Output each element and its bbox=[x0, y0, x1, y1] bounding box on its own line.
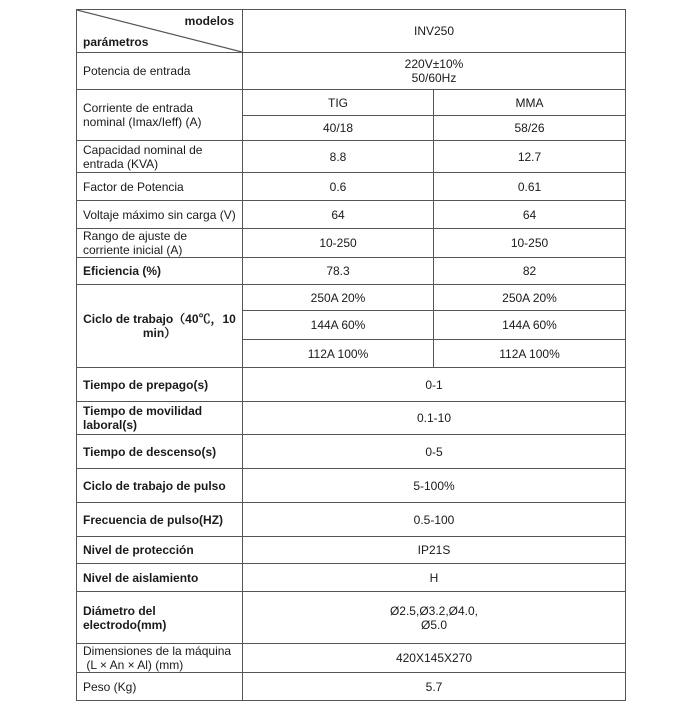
row-value: 0.1-10 bbox=[243, 402, 626, 435]
table-row bbox=[77, 285, 626, 311]
mode-tig-header: TIG bbox=[243, 90, 434, 116]
spec-table bbox=[76, 9, 626, 701]
table-row bbox=[77, 673, 626, 701]
row-label: Ciclo de trabajo（40℃，10 min） bbox=[77, 285, 243, 368]
tig-value: 64 bbox=[243, 201, 434, 229]
table-row bbox=[77, 402, 626, 435]
mma-value: 12.7 bbox=[434, 141, 626, 173]
diagonal-header-cell bbox=[77, 10, 243, 53]
table-row bbox=[77, 592, 626, 644]
row-label: Eficiencia (%) bbox=[77, 258, 243, 285]
row-label: Tiempo de movilidad laboral(s) bbox=[77, 402, 243, 435]
row-label bbox=[77, 644, 243, 673]
mma-value: 144A 60% bbox=[434, 311, 626, 340]
frequency-value: 50/60Hz bbox=[411, 71, 457, 85]
tig-value: 112A 100% bbox=[243, 340, 434, 368]
row-label: Nivel de protección bbox=[77, 537, 243, 564]
table-row bbox=[77, 53, 626, 90]
row-label: Diámetro del electrodo(mm) bbox=[77, 592, 243, 644]
tig-value: 250A 20% bbox=[243, 285, 434, 311]
dimensions-label-line1: Dimensiones de la máquina bbox=[83, 644, 232, 658]
tig-value: 0.6 bbox=[243, 173, 434, 201]
row-value: 5-100% bbox=[243, 469, 626, 503]
table-row bbox=[77, 564, 626, 592]
table-row bbox=[77, 258, 626, 285]
table-row bbox=[77, 469, 626, 503]
row-value: H bbox=[243, 564, 626, 592]
table-row bbox=[77, 644, 626, 673]
tig-value: 8.8 bbox=[243, 141, 434, 173]
row-label: Rango de ajuste de corriente inicial (A) bbox=[77, 229, 243, 258]
tig-value: 78.3 bbox=[243, 258, 434, 285]
mma-value: 58/26 bbox=[434, 116, 626, 141]
table-row bbox=[77, 141, 626, 173]
models-header: modelos bbox=[184, 14, 234, 28]
row-value: 0.5-100 bbox=[243, 503, 626, 537]
mma-value: 112A 100% bbox=[434, 340, 626, 368]
mma-value: 0.61 bbox=[434, 173, 626, 201]
mma-value: 10-250 bbox=[434, 229, 626, 258]
parameters-header: parámetros bbox=[83, 35, 149, 49]
table-row bbox=[77, 435, 626, 469]
row-label: Peso (Kg) bbox=[77, 673, 243, 701]
row-label: Voltaje máximo sin carga (V) bbox=[77, 201, 243, 229]
row-value: 420X145X270 bbox=[243, 644, 626, 673]
tig-value: 10-250 bbox=[243, 229, 434, 258]
electrode-sizes-line2: Ø5.0 bbox=[420, 617, 447, 632]
dimensions-label-line2: (L × An × Al) (mm) bbox=[83, 658, 184, 672]
row-value: 0-1 bbox=[243, 368, 626, 402]
mma-value: 64 bbox=[434, 201, 626, 229]
row-label: Potencia de entrada bbox=[77, 53, 243, 90]
row-label: Capacidad nominal de entrada (KVA) bbox=[77, 141, 243, 173]
row-label: Tiempo de descenso(s) bbox=[77, 435, 243, 469]
electrode-sizes-line1: Ø2.5,Ø3.2,Ø4.0, bbox=[389, 603, 479, 618]
row-value: IP21S bbox=[243, 537, 626, 564]
voltage-value: 220V±10% bbox=[404, 57, 464, 71]
row-label: Ciclo de trabajo de pulso bbox=[77, 469, 243, 503]
row-value bbox=[243, 53, 626, 90]
table-row bbox=[77, 503, 626, 537]
row-label: Tiempo de prepago(s) bbox=[77, 368, 243, 402]
table-row bbox=[77, 173, 626, 201]
mode-mma-header: MMA bbox=[434, 90, 626, 116]
row-label: Frecuencia de pulso(HZ) bbox=[77, 503, 243, 537]
row-label: Factor de Potencia bbox=[77, 173, 243, 201]
row-label: Nivel de aislamiento bbox=[77, 564, 243, 592]
mma-value: 250A 20% bbox=[434, 285, 626, 311]
table-row bbox=[77, 368, 626, 402]
tig-value: 144A 60% bbox=[243, 311, 434, 340]
mma-value: 82 bbox=[434, 258, 626, 285]
table-row bbox=[77, 201, 626, 229]
table-row bbox=[77, 90, 626, 116]
row-value bbox=[243, 592, 626, 644]
table-row bbox=[77, 537, 626, 564]
row-value: 5.7 bbox=[243, 673, 626, 701]
row-label: Corriente de entrada nominal (Imax/Ieff) (A) bbox=[77, 90, 243, 141]
header-row bbox=[77, 10, 626, 53]
tig-value: 40/18 bbox=[243, 116, 434, 141]
model-name: INV250 bbox=[243, 10, 626, 53]
row-value: 0-5 bbox=[243, 435, 626, 469]
table-row bbox=[77, 229, 626, 258]
